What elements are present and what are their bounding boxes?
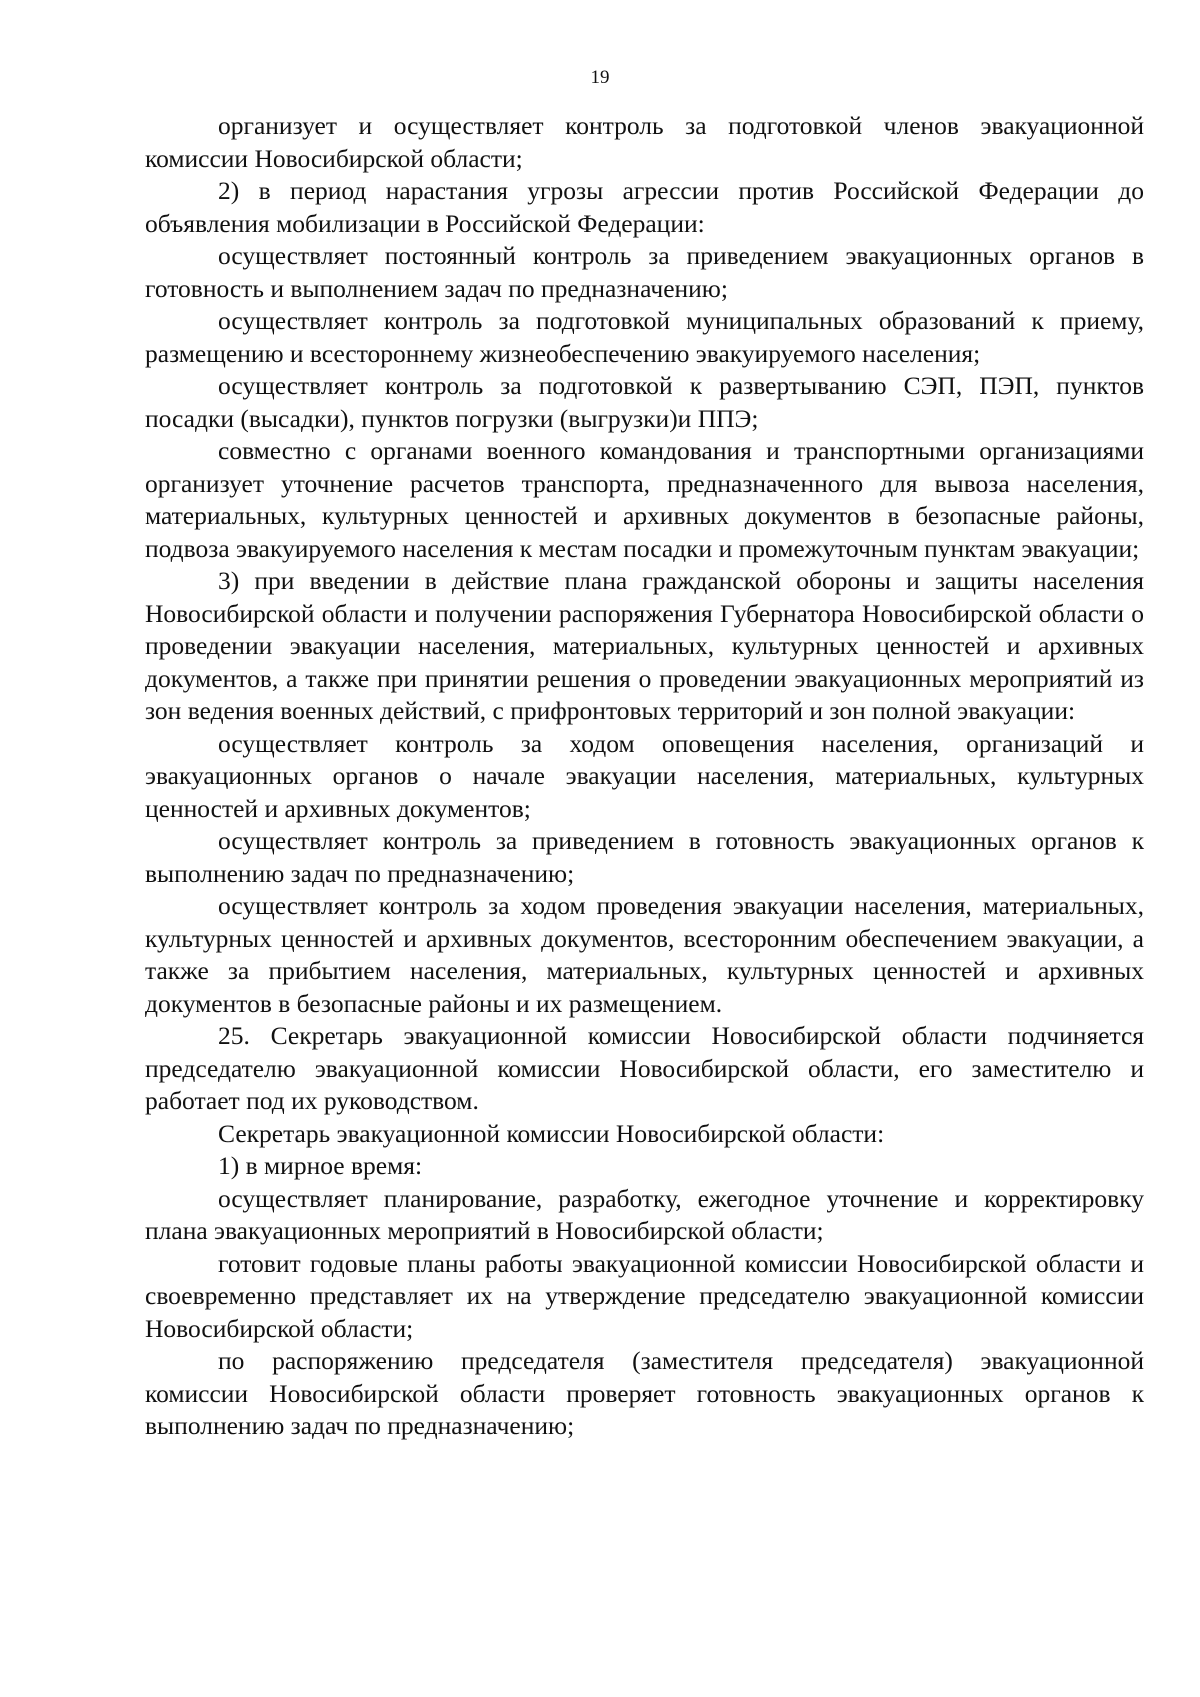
paragraph: осуществляет контроль за приведением в готовность эвакуационных органов к выполнению задач по предназначению; — [145, 826, 1144, 888]
paragraph: организует и осуществляет контроль за подготовкой членов эвакуационной комиссии Новосибирской области; — [145, 111, 1144, 173]
paragraph: по распоряжению председателя (заместителя председателя) эвакуационной комиссии Новосибирской области проверяет готовность эвакуационных органов к выполнению задач по предназначению; — [145, 1346, 1144, 1440]
paragraph: 1) в мирное время: — [218, 1151, 423, 1180]
paragraph: осуществляет контроль за подготовкой к развертыванию СЭП, ПЭП, пунктов посадки (высадки), пунктов погрузки (выгрузки)и ППЭ; — [145, 371, 1144, 433]
page-number: 19 — [590, 67, 610, 88]
paragraph: осуществляет планирование, разработку, ежегодное уточнение и корректировку плана эвакуационных мероприятий в Новосибирской области; — [145, 1183, 1144, 1245]
paragraph: Секретарь эвакуационной комиссии Новосибирской области: — [218, 1118, 885, 1148]
paragraph: 25. Секретарь эвакуационной комиссии Новосибирской области подчиняется председателю эвакуационной комиссии Новосибирской области, его заместителю и работает под их руководством. — [145, 1021, 1144, 1115]
paragraph: 2) в период нарастания угрозы агрессии против Российской Федерации до объявления мобилизации в Российской Федерации: — [145, 176, 1144, 238]
paragraph: совместно с органами военного командования и транспортными организациями организует уточнение расчетов транспорта, предназначенного для вывоза населения, материальных, культурных ценностей и архивных документов в безопасные районы, подвоза эвакуируемого населения к местам посадки и промежуточным пунктам эвакуации; — [145, 436, 1144, 563]
paragraph: готовит годовые планы работы эвакуационной комиссии Новосибирской области и своевременно представляет их на утверждение председателю эвакуационной комиссии Новосибирской области; — [145, 1248, 1144, 1343]
paragraph: осуществляет контроль за подготовкой муниципальных образований к приему, размещению и всестороннему жизнеобеспечению эвакуируемого населения; — [145, 306, 1144, 368]
paragraph: осуществляет постоянный контроль за приведением эвакуационных органов в готовность и выполнением задач по предназначению; — [145, 241, 1144, 303]
document-body — [145, 110, 1144, 1443]
paragraph: осуществляет контроль за ходом оповещения населения, организаций и эвакуационных органов о начале эвакуации населения, материальных, культурных ценностей и архивных документов; — [145, 728, 1144, 823]
paragraph: осуществляет контроль за ходом проведения эвакуации населения, материальных, культурных ценностей и архивных документов, всесторонним обеспечением эвакуации, а также за прибытием населения, материальных, культурных ценностей и архивных документов в безопасные районы и их размещением. — [145, 891, 1144, 1018]
paragraph: 3) при введении в действие плана гражданской обороны и защиты населения Новосибирской области и получении распоряжения Губернатора Новосибирской области о проведении эвакуации населения, материальных, культурных ценностей и архивных документов, а также при принятии решения о проведении эвакуационных мероприятий из зон ведения военных действий, с прифронтовых территорий и зон полной эвакуации: — [145, 566, 1144, 725]
